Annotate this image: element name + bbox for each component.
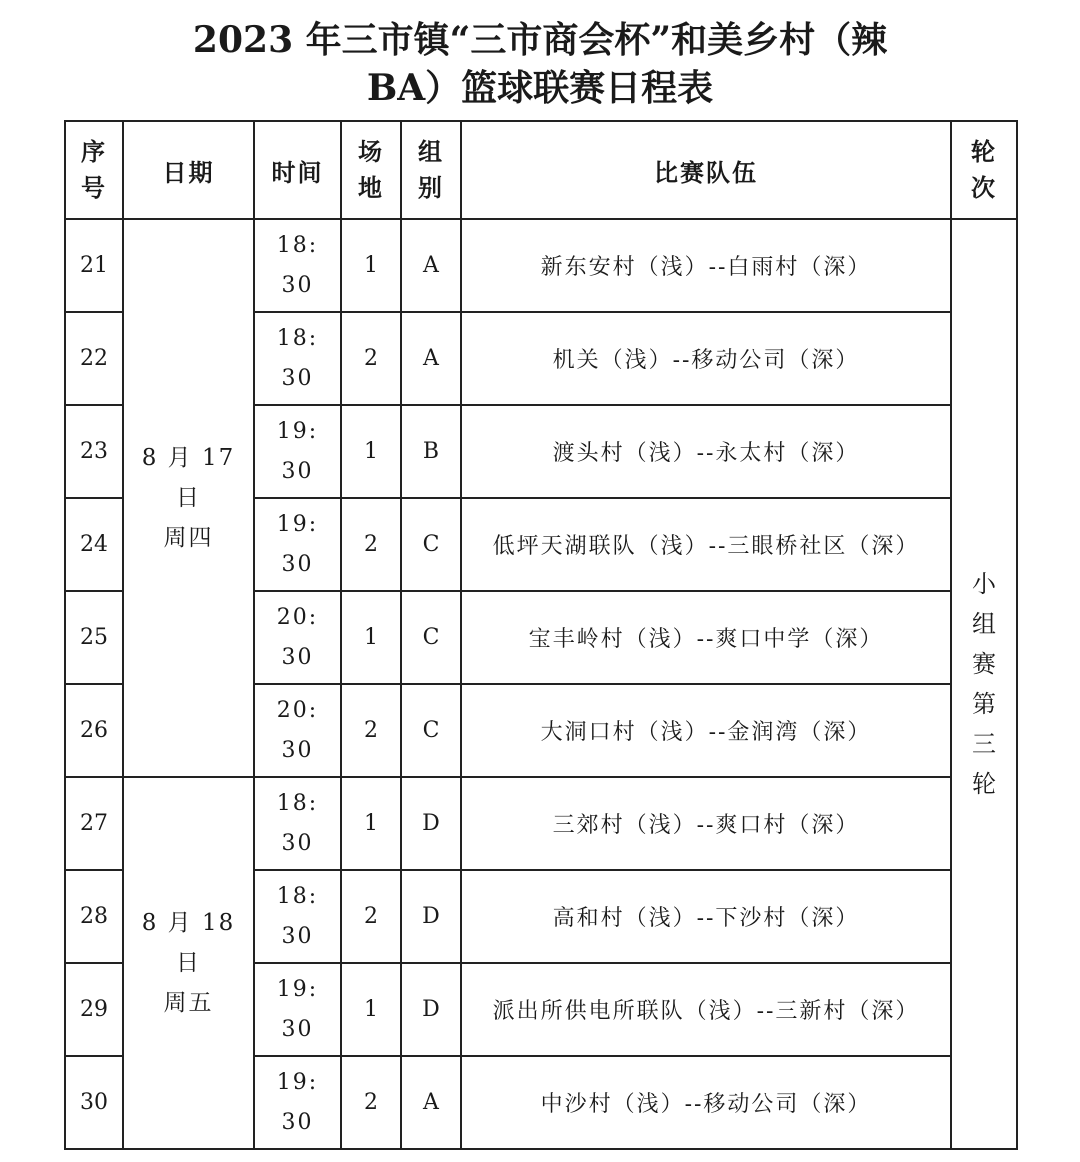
venue-cell: 1: [341, 591, 401, 684]
venue-cell: 1: [341, 405, 401, 498]
teams-cell: 机关（浅）--移动公司（深）: [461, 312, 951, 405]
header-row: [65, 121, 1017, 219]
venue-cell: 2: [341, 684, 401, 777]
venue-cell: 1: [341, 219, 401, 312]
group-cell: A: [401, 1056, 461, 1149]
header-date: 日期: [123, 121, 254, 219]
teams-cell: 三郊村（浅）--爽口村（深）: [461, 777, 951, 870]
teams-cell: 大洞口村（浅）--金润湾（深）: [461, 684, 951, 777]
teams-cell: 新东安村（浅）--白雨村（深）: [461, 219, 951, 312]
group-cell: C: [401, 591, 461, 684]
time-cell: 19: 30: [254, 498, 341, 591]
date-cell: [123, 219, 254, 777]
header-venue: 场 地: [341, 121, 401, 219]
seq-cell: 25: [65, 591, 123, 684]
seq-cell: 24: [65, 498, 123, 591]
venue-cell: 1: [341, 963, 401, 1056]
time-cell: 18: 30: [254, 312, 341, 405]
seq-cell: 27: [65, 777, 123, 870]
seq-cell: 23: [65, 405, 123, 498]
weekday-text: 周五: [163, 990, 214, 1016]
teams-cell: 高和村（浅）--下沙村（深）: [461, 870, 951, 963]
group-cell: C: [401, 684, 461, 777]
document-title: [0, 16, 1080, 112]
header-round: 轮 次: [951, 121, 1017, 219]
time-cell: 18: 30: [254, 219, 341, 312]
teams-cell: 派出所供电所联队（浅）--三新村（深）: [461, 963, 951, 1056]
title-line-2: BA）篮球联赛日程表: [366, 67, 714, 109]
round-cell: [951, 219, 1017, 1149]
seq-cell: 30: [65, 1056, 123, 1149]
teams-cell: 宝丰岭村（浅）--爽口中学（深）: [461, 591, 951, 684]
venue-cell: 2: [341, 1056, 401, 1149]
weekday-text: 周四: [163, 525, 214, 551]
seq-cell: 22: [65, 312, 123, 405]
group-cell: D: [401, 870, 461, 963]
time-cell: 18: 30: [254, 777, 341, 870]
title-line-1: 2023 年三市镇“三市商会杯”和美乡村（辣: [192, 19, 888, 61]
group-cell: A: [401, 312, 461, 405]
group-cell: D: [401, 777, 461, 870]
header-teams: 比赛队伍: [461, 121, 951, 219]
date-text: 8 月 18 日: [141, 910, 236, 976]
header-seq: 序 号: [65, 121, 123, 219]
time-cell: 19: 30: [254, 1056, 341, 1149]
time-cell: 20: 30: [254, 591, 341, 684]
time-cell: 20: 30: [254, 684, 341, 777]
header-time: 时间: [254, 121, 341, 219]
group-cell: A: [401, 219, 461, 312]
seq-cell: 21: [65, 219, 123, 312]
group-cell: C: [401, 498, 461, 591]
table-row: [65, 219, 1017, 312]
group-cell: D: [401, 963, 461, 1056]
table-row: [65, 777, 1017, 870]
seq-cell: 29: [65, 963, 123, 1056]
time-cell: 19: 30: [254, 963, 341, 1056]
group-cell: B: [401, 405, 461, 498]
venue-cell: 2: [341, 498, 401, 591]
schedule-table: [64, 120, 1018, 1150]
venue-cell: 2: [341, 312, 401, 405]
round-text: 小组赛第三轮: [972, 570, 996, 798]
seq-cell: 28: [65, 870, 123, 963]
time-cell: 18: 30: [254, 870, 341, 963]
header-group: 组 别: [401, 121, 461, 219]
time-cell: 19: 30: [254, 405, 341, 498]
date-cell: [123, 777, 254, 1149]
teams-cell: 低坪天湖联队（浅）--三眼桥社区（深）: [461, 498, 951, 591]
seq-cell: 26: [65, 684, 123, 777]
teams-cell: 中沙村（浅）--移动公司（深）: [461, 1056, 951, 1149]
venue-cell: 2: [341, 870, 401, 963]
venue-cell: 1: [341, 777, 401, 870]
teams-cell: 渡头村（浅）--永太村（深）: [461, 405, 951, 498]
date-text: 8 月 17 日: [141, 445, 236, 511]
